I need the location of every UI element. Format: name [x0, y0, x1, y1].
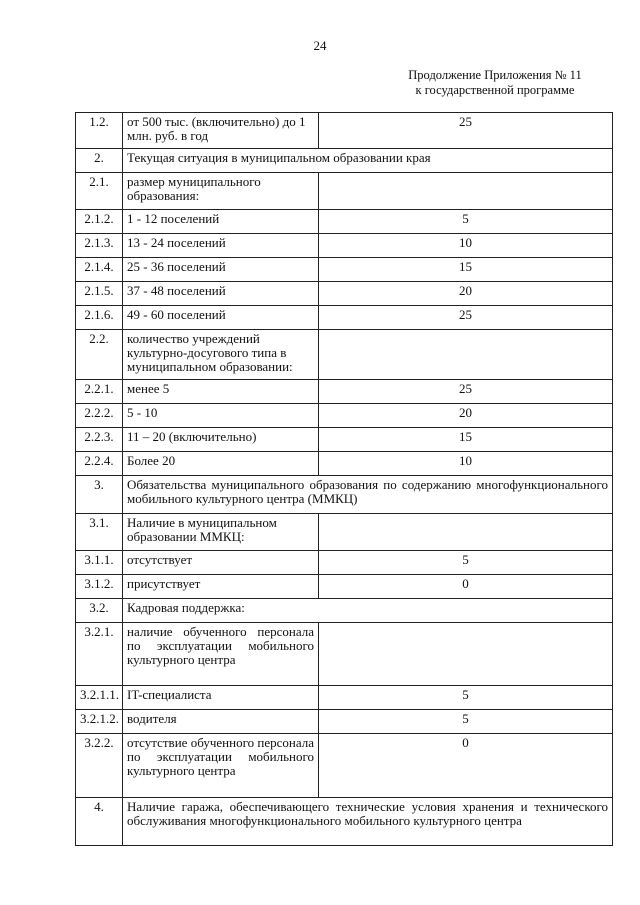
row-number: 2.2.1. [76, 380, 123, 404]
row-number: 2.1.5. [76, 282, 123, 306]
row-number: 4. [76, 798, 123, 846]
table-row [76, 113, 613, 149]
table-row [76, 404, 613, 428]
row-number: 1.2. [76, 113, 123, 149]
row-score [319, 514, 613, 551]
row-score: 25 [319, 113, 613, 149]
row-score: 0 [319, 575, 613, 599]
row-score: 0 [319, 734, 613, 798]
row-description: присутствует [123, 575, 319, 599]
table-row [76, 734, 613, 798]
row-number: 2.1.3. [76, 234, 123, 258]
row-number: 3.1.2. [76, 575, 123, 599]
table-row [76, 428, 613, 452]
row-score [319, 330, 613, 380]
row-score: 5 [319, 210, 613, 234]
row-description: водителя [123, 710, 319, 734]
row-score: 5 [319, 710, 613, 734]
row-description: 49 - 60 поселений [123, 306, 319, 330]
row-number: 2.1. [76, 173, 123, 210]
table-row [76, 476, 613, 514]
table-row [76, 173, 613, 210]
row-number: 3.2.1.1. [76, 686, 123, 710]
row-description: 37 - 48 поселений [123, 282, 319, 306]
row-description: IT-специалиста [123, 686, 319, 710]
row-score: 10 [319, 452, 613, 476]
table-row [76, 306, 613, 330]
table-row [76, 282, 613, 306]
table-row [76, 514, 613, 551]
row-number: 2.2.4. [76, 452, 123, 476]
row-score: 20 [319, 282, 613, 306]
row-number: 3.2.1.2. [76, 710, 123, 734]
appendix-header-line1: Продолжение Приложения № 11 [408, 68, 582, 82]
row-description: 25 - 36 поселений [123, 258, 319, 282]
row-description: размер муниципального образования: [123, 173, 319, 210]
table-row [76, 623, 613, 686]
row-number: 2.1.4. [76, 258, 123, 282]
table-row [76, 551, 613, 575]
row-description: наличие обученного персонала по эксплуатации мобильного культурного центра [123, 623, 319, 686]
row-score: 5 [319, 551, 613, 575]
row-description: Обязательства муниципального образования по содержанию многофункционального мобильного культурного центра (ММКЦ) [123, 476, 613, 514]
table-row [76, 149, 613, 173]
row-description: Наличие в муниципальном образовании ММКЦ: [123, 514, 319, 551]
row-score: 5 [319, 686, 613, 710]
appendix-header [380, 68, 610, 98]
criteria-table [75, 112, 613, 846]
page-number: 24 [313, 38, 327, 53]
table-row [76, 575, 613, 599]
table-row [76, 210, 613, 234]
row-score [319, 623, 613, 686]
row-description: 11 – 20 (включительно) [123, 428, 319, 452]
row-score: 15 [319, 258, 613, 282]
row-description: 5 - 10 [123, 404, 319, 428]
row-number: 2.2.3. [76, 428, 123, 452]
row-number: 3.2. [76, 599, 123, 623]
row-score: 15 [319, 428, 613, 452]
table-row [76, 330, 613, 380]
row-number: 2.2. [76, 330, 123, 380]
row-number: 3.1.1. [76, 551, 123, 575]
appendix-header-line2: к государственной программе [415, 83, 575, 97]
row-number: 3.2.1. [76, 623, 123, 686]
row-description: отсутствие обученного персонала по эксплуатации мобильного культурного центра [123, 734, 319, 798]
table-row [76, 452, 613, 476]
row-number: 2.2.2. [76, 404, 123, 428]
row-score: 25 [319, 306, 613, 330]
row-number: 2. [76, 149, 123, 173]
row-description: менее 5 [123, 380, 319, 404]
row-number: 2.1.6. [76, 306, 123, 330]
row-description: количество учреждений культурно-досугового типа в муниципальном образовании: [123, 330, 319, 380]
row-description: 13 - 24 поселений [123, 234, 319, 258]
row-number: 3. [76, 476, 123, 514]
row-number: 2.1.2. [76, 210, 123, 234]
row-description: отсутствует [123, 551, 319, 575]
table-row [76, 380, 613, 404]
row-score: 20 [319, 404, 613, 428]
row-description: 1 - 12 поселений [123, 210, 319, 234]
row-number: 3.1. [76, 514, 123, 551]
row-number: 3.2.2. [76, 734, 123, 798]
row-description: Наличие гаража, обеспечивающего технические условия хранения и технического обслуживания многофункционального мобильного культурного центра [123, 798, 613, 846]
table-row [76, 599, 613, 623]
row-description: Кадровая поддержка: [123, 599, 613, 623]
row-score: 10 [319, 234, 613, 258]
table-row [76, 686, 613, 710]
table-row [76, 798, 613, 846]
table-row [76, 234, 613, 258]
row-description: Текущая ситуация в муниципальном образовании края [123, 149, 613, 173]
table-row [76, 710, 613, 734]
row-description: Более 20 [123, 452, 319, 476]
table-row [76, 258, 613, 282]
row-score [319, 173, 613, 210]
row-score: 25 [319, 380, 613, 404]
row-description: от 500 тыс. (включительно) до 1 млн. руб. в год [123, 113, 319, 149]
